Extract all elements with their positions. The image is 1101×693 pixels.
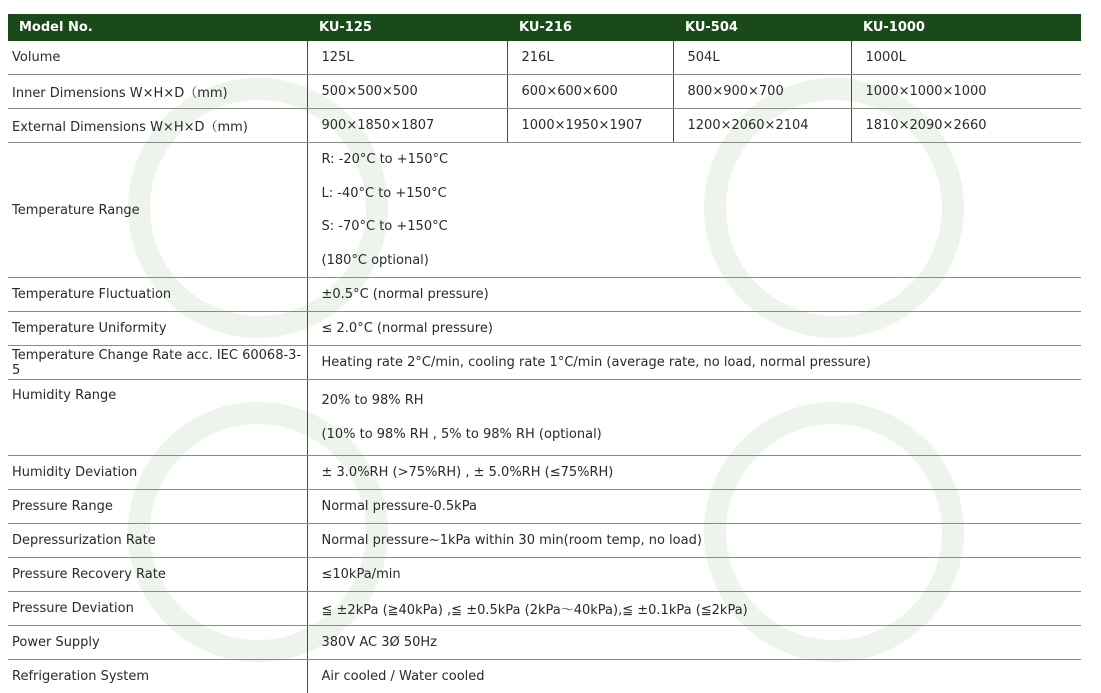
table-row: [8, 626, 1081, 660]
row-label: Power Supply: [8, 626, 307, 660]
cell-value: 1000L: [851, 41, 1081, 75]
table-row: [8, 346, 1081, 380]
row-label: Volume: [8, 41, 307, 75]
spec-table: [8, 14, 1081, 693]
table-row: [8, 592, 1081, 626]
cell-value-multiline: [307, 380, 1081, 456]
row-label: Inner Dimensions W×H×D（mm): [8, 75, 307, 109]
header-model-ku-125: KU-125: [307, 14, 507, 41]
temp-range-line: L: -40°C to +150°C: [322, 177, 1082, 211]
row-label: Refrigeration System: [8, 660, 307, 693]
humidity-range-line: (10% to 98% RH , 5% to 98% RH (optional): [322, 418, 1082, 452]
row-label: Pressure Deviation: [8, 592, 307, 626]
cell-value: ≦ ±2kPa (≧40kPa) ,≦ ±0.5kPa (2kPa～40kPa),≦ ±0.1kPa (≦2kPa): [307, 592, 1081, 626]
cell-value: ≤10kPa/min: [307, 558, 1081, 592]
row-label: Temperature Change Rate acc. IEC 60068-3-5: [8, 346, 307, 380]
table-row: [8, 109, 1081, 143]
cell-value: 1000×1950×1907: [507, 109, 673, 143]
cell-value-multiline: [307, 143, 1081, 278]
row-label: Humidity Deviation: [8, 456, 307, 490]
cell-value: 1810×2090×2660: [851, 109, 1081, 143]
temp-range-line: (180°C optional): [322, 244, 1082, 278]
temp-range-line: S: -70°C to +150°C: [322, 210, 1082, 244]
cell-value: 380V AC 3Ø 50Hz: [307, 626, 1081, 660]
row-label: Humidity Range: [8, 380, 307, 456]
row-label: Pressure Range: [8, 490, 307, 524]
header-model-ku-1000: KU-1000: [851, 14, 1081, 41]
row-label: Temperature Uniformity: [8, 312, 307, 346]
row-label: Temperature Fluctuation: [8, 278, 307, 312]
table-row: [8, 660, 1081, 693]
cell-value: Normal pressure~1kPa within 30 min(room temp, no load): [307, 524, 1081, 558]
cell-value: 500×500×500: [307, 75, 507, 109]
table-row: [8, 490, 1081, 524]
header-model-label: Model No.: [8, 14, 307, 41]
cell-value: 1200×2060×2104: [673, 109, 851, 143]
table-row: [8, 558, 1081, 592]
table-row: [8, 312, 1081, 346]
header-model-ku-216: KU-216: [507, 14, 673, 41]
humidity-range-line: 20% to 98% RH: [322, 384, 1082, 418]
table-row: [8, 75, 1081, 109]
cell-value: Normal pressure-0.5kPa: [307, 490, 1081, 524]
header-row: [8, 14, 1081, 41]
cell-value: ≤ 2.0°C (normal pressure): [307, 312, 1081, 346]
cell-value: 216L: [507, 41, 673, 75]
temp-range-line: R: -20°C to +150°C: [322, 143, 1082, 177]
table-row: [8, 278, 1081, 312]
row-label: Depressurization Rate: [8, 524, 307, 558]
table-row: [8, 456, 1081, 490]
cell-value: Heating rate 2°C/min, cooling rate 1°C/min (average rate, no load, normal pressure): [307, 346, 1081, 380]
row-label: Pressure Recovery Rate: [8, 558, 307, 592]
cell-value: ±0.5°C (normal pressure): [307, 278, 1081, 312]
table-row: [8, 524, 1081, 558]
cell-value: 900×1850×1807: [307, 109, 507, 143]
row-label: External Dimensions W×H×D（mm): [8, 109, 307, 143]
table-row: [8, 41, 1081, 75]
table-row: [8, 143, 1081, 278]
cell-value: Air cooled / Water cooled: [307, 660, 1081, 693]
cell-value: 504L: [673, 41, 851, 75]
cell-value: 125L: [307, 41, 507, 75]
table-row: [8, 380, 1081, 456]
cell-value: 1000×1000×1000: [851, 75, 1081, 109]
cell-value: ± 3.0%RH (>75%RH) , ± 5.0%RH (≤75%RH): [307, 456, 1081, 490]
cell-value: 800×900×700: [673, 75, 851, 109]
row-label: Temperature Range: [8, 143, 307, 278]
cell-value: 600×600×600: [507, 75, 673, 109]
header-model-ku-504: KU-504: [673, 14, 851, 41]
